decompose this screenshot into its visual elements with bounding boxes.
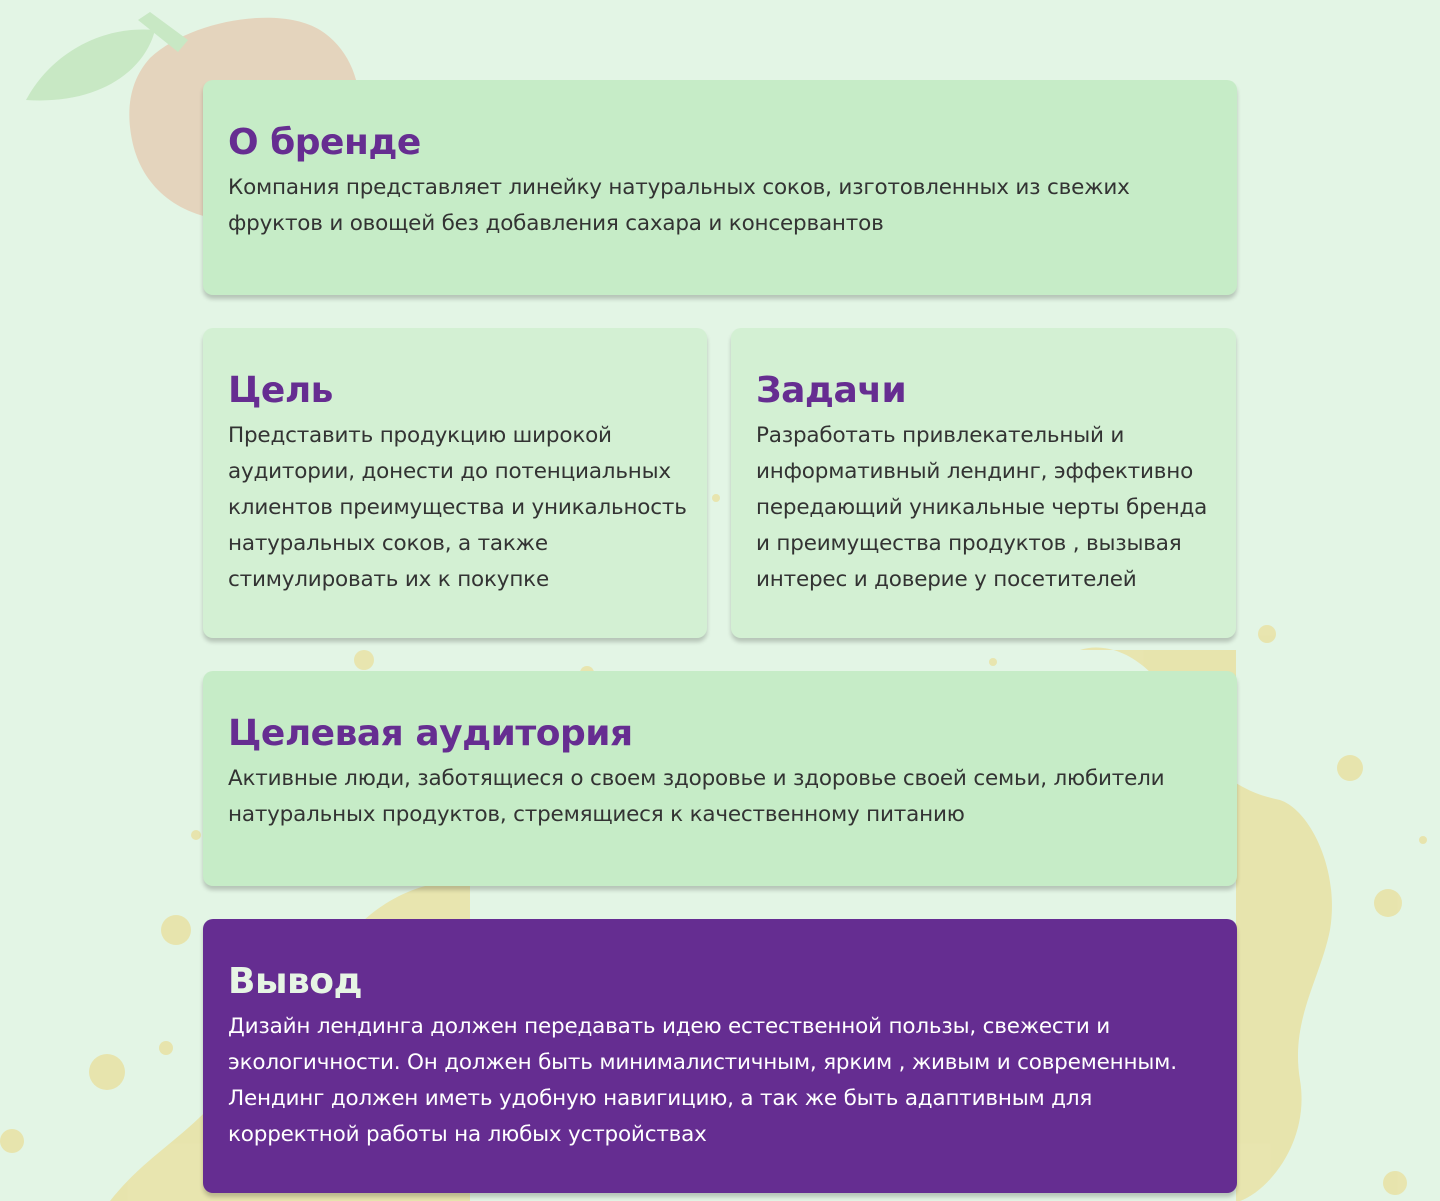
about-brand-title: О бренде [228,122,421,163]
conclusion-card [203,919,1237,1193]
target-audience-card [203,671,1237,886]
about-brand-card [203,80,1237,295]
about-brand-text: Компания представляет линейку натуральных соков, изготовленных из свежих фруктов и овощей без добавления сахара и консервантов [228,175,1130,236]
target-audience-text: Активные люди, заботящиеся о своем здоровье и здоровье своей семьи, любители натуральных продуктов, стремящиеся к качественному питанию [228,766,1165,827]
target-audience-title: Целевая аудитория [228,713,633,754]
tasks-title: Задачи [756,370,907,411]
conclusion-text: Дизайн лендинга должен передавать идею естественной пользы, свежести и экологичности. Он должен быть минималистичным, ярким , живым и современным. Лендинг должен иметь удобную навигицию, а так же быть адаптивным для корректной работы на любых устройствах [228,1014,1177,1147]
goal-text: Представить продукцию широкой аудитории, донести до потенциальных клиентов преимущества и уникальность натуральных соков, а также стимулировать их к покупке [228,423,687,592]
goal-card [203,328,707,638]
goal-title: Цель [228,370,333,411]
tasks-card [731,328,1236,638]
conclusion-title: Вывод [228,961,363,1002]
tasks-text: Разработать привлекательный и информативный лендинг, эффективно передающий уникальные черты бренда и преимущества продуктов , вызывая интерес и доверие у посетителей [756,423,1208,592]
